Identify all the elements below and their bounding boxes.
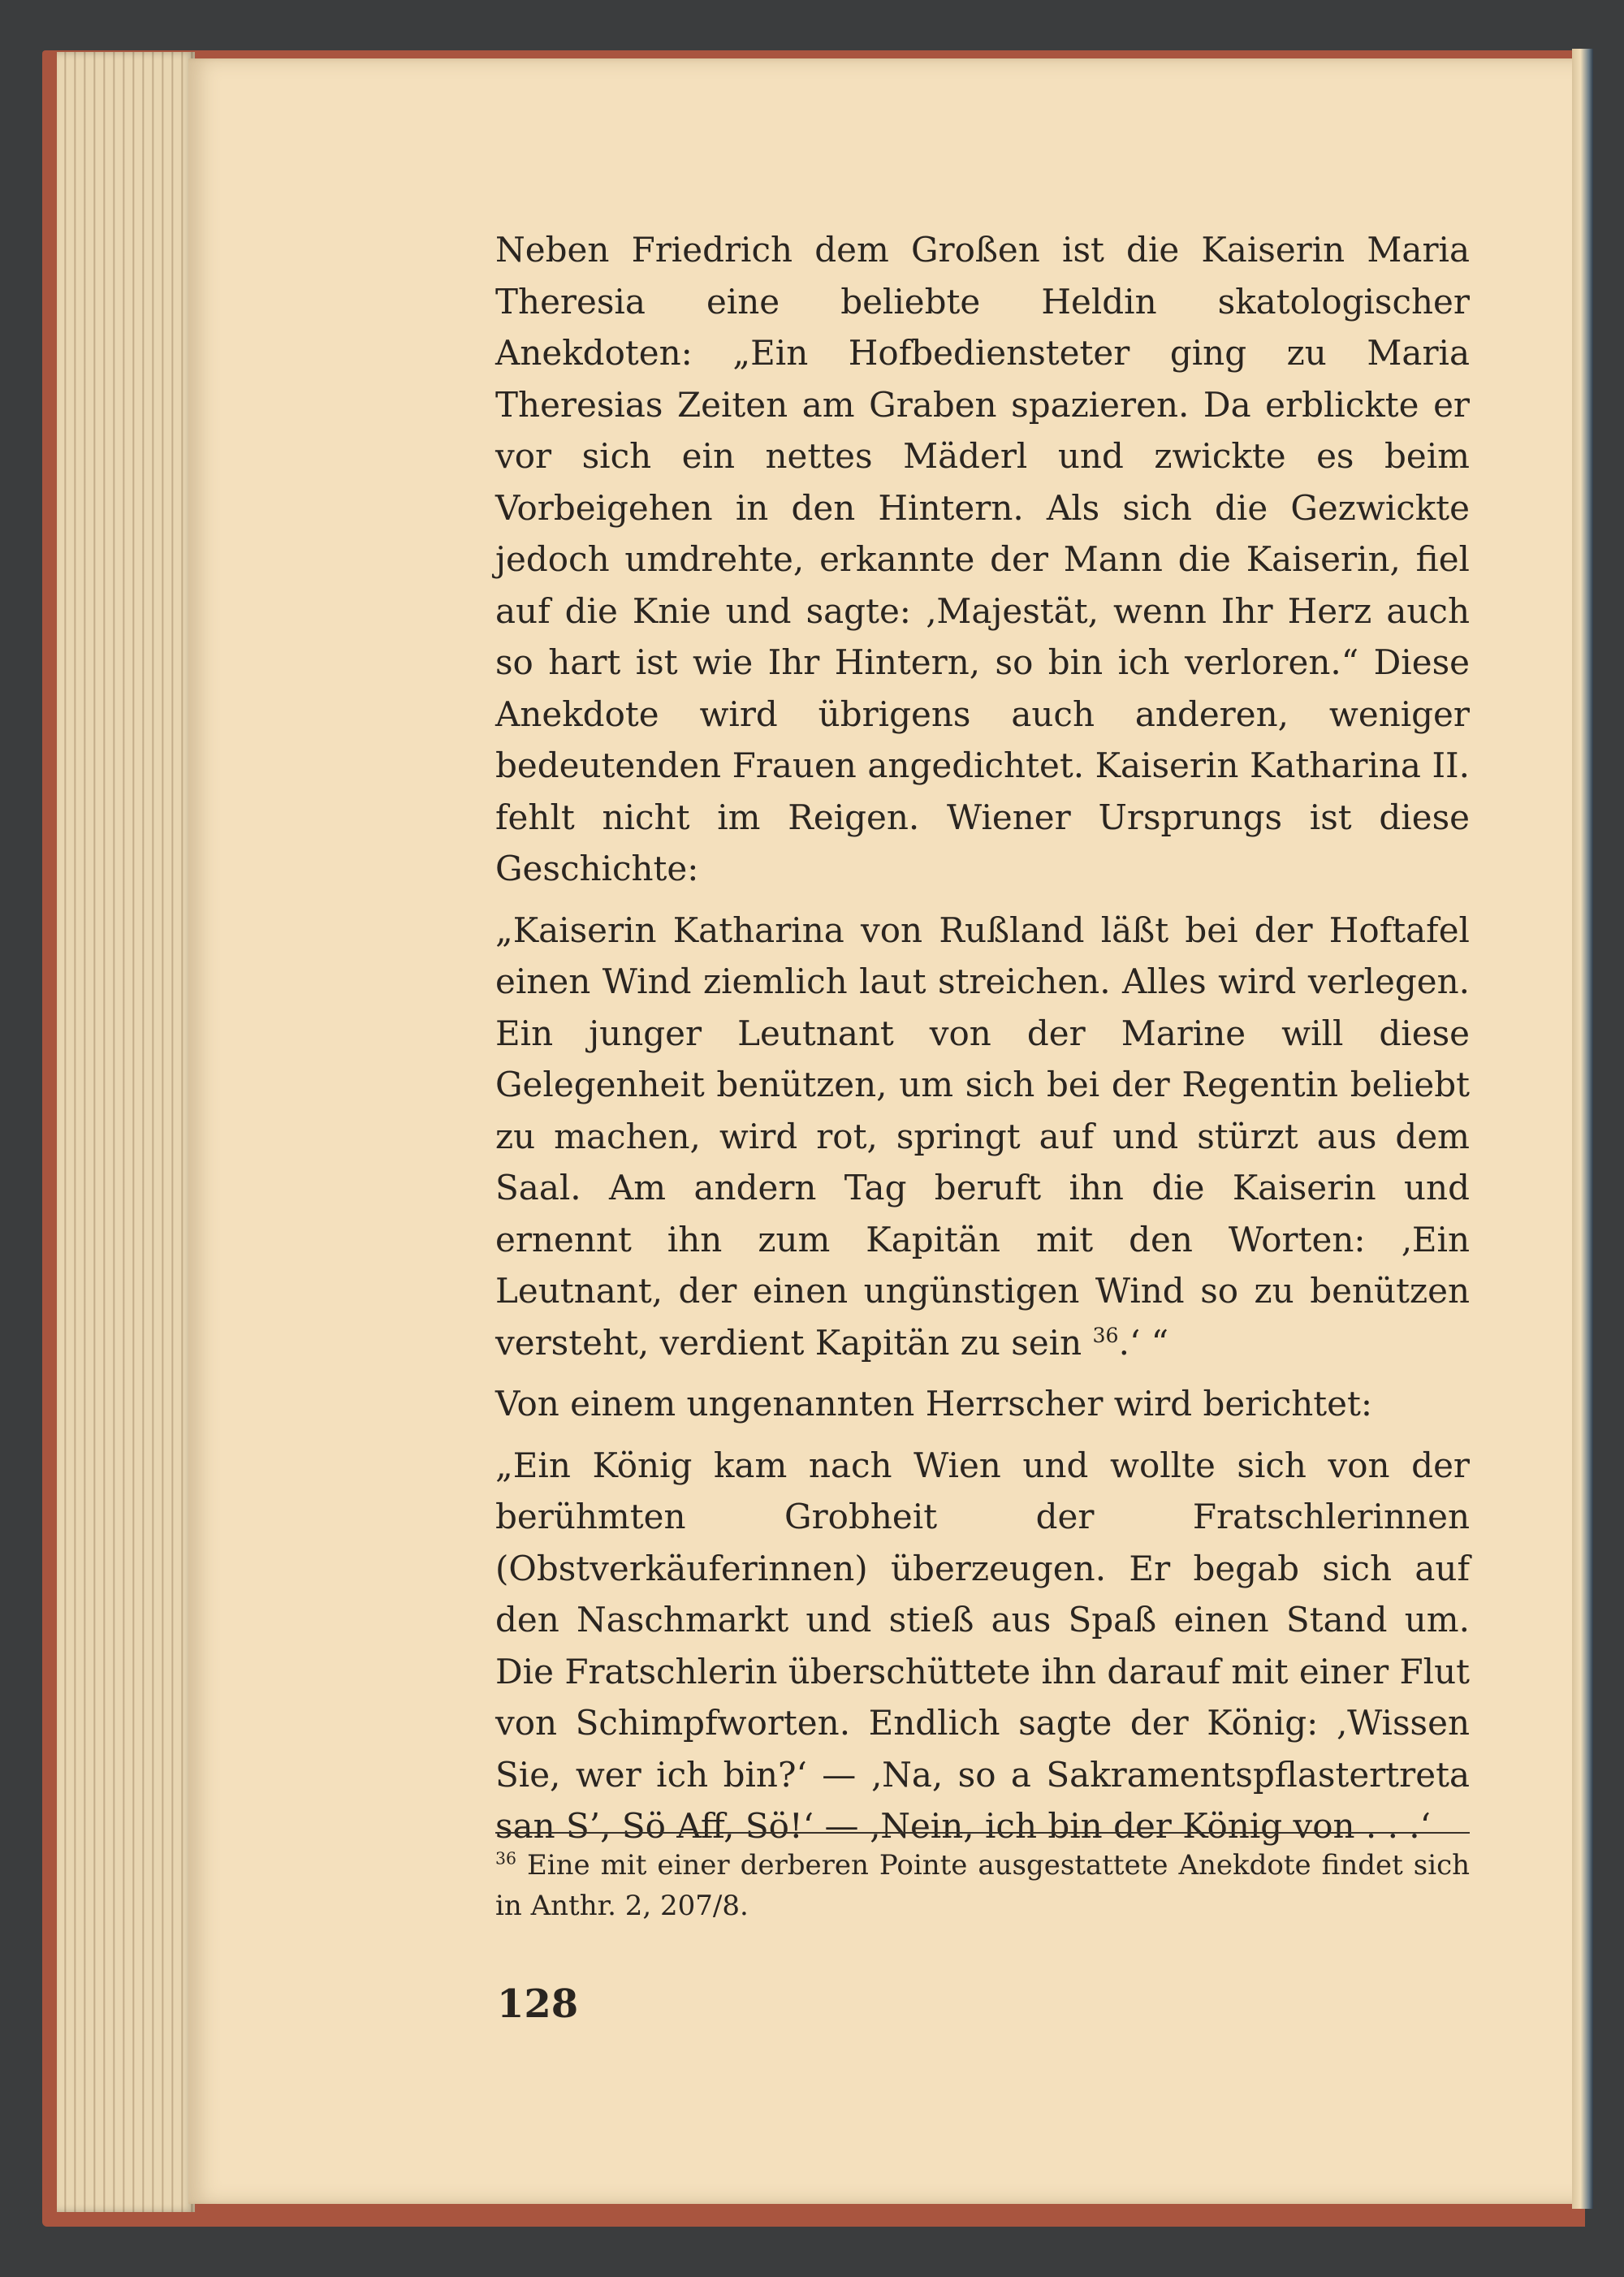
facing-page-edge bbox=[1572, 49, 1593, 2209]
footnote-number: 36 bbox=[495, 1848, 516, 1869]
page-edges bbox=[57, 52, 195, 2212]
footnote-reference: 36 bbox=[1092, 1323, 1119, 1347]
footnote bbox=[495, 1845, 1470, 1926]
paragraph-2 bbox=[495, 905, 1470, 1369]
footnote-text: Eine mit einer derberen Pointe ausgestattete Anekdote findet sich in Anthr. 2, 207/8. bbox=[495, 1849, 1471, 1922]
body-text bbox=[495, 224, 1470, 1852]
paragraph-1: Neben Friedrich dem Großen ist die Kaiserin Maria Theresia eine beliebte Heldin skatologischer Anekdoten: „Ein Hofbediensteter ging zu Maria Theresias Zeiten am Graben spazieren. Da erblickte er vor sich ein nettes Mäderl und zwickte es beim Vorbeigehen in den Hintern. Als sich die Gezwickte jedoch umdrehte, erkannte der Mann die Kaiserin, fiel auf die Knie und sagte: ‚Majestät, wenn Ihr Herz auch so hart ist wie Ihr Hintern, so bin ich verloren.“ Diese Anekdote wird übrigens auch anderen, weniger bedeutenden Frauen angedichtet. Kaiserin Katharina II. fehlt nicht im Reigen. Wiener Ursprungs ist diese Geschichte: bbox=[495, 230, 1470, 888]
paragraph-4: „Ein König kam nach Wien und wollte sich von der berühmten Grobheit der Fratschlerinnen (Obstverkäuferinnen) überzeugen. Er begab sich auf den Naschmarkt und stieß aus Spaß einen Stand um. Die Fratschlerin überschüttete ihn darauf mit einer Flut von Schimpfworten. Endlich sagte der König: ‚Wissen Sie, wer ich bin?‘ — ‚Na, so a Sakramentspflastertreta san S’, Sö Aff, Sö!‘ — ‚Nein, ich bin der König von . . .‘ bbox=[495, 1445, 1470, 1846]
paragraph-3: Von einem ungenannten Herrscher wird berichtet: bbox=[495, 1384, 1373, 1424]
paragraph-2-closing: .‘ “ bbox=[1118, 1322, 1169, 1363]
page-number: 128 bbox=[497, 1981, 579, 2027]
paragraph-2-text: „Kaiserin Katharina von Rußland läßt bei der Hoftafel einen Wind ziemlich laut streichen. Alles wird verlegen. Ein junger Leutnant von der Marine will diese Gelegenheit benützen, um sich bei der Regentin beliebt zu machen, wird rot, springt auf und stürzt aus dem Saal. Am andern Tag beruft ihn die Kaiserin und ernennt ihn zum Kapitän mit den Worten: ‚Ein Leutnant, der einen ungünstigen Wind so zu benützen versteht, verdient Kapitän zu sein bbox=[495, 910, 1470, 1363]
footnote-divider bbox=[495, 1832, 1470, 1834]
